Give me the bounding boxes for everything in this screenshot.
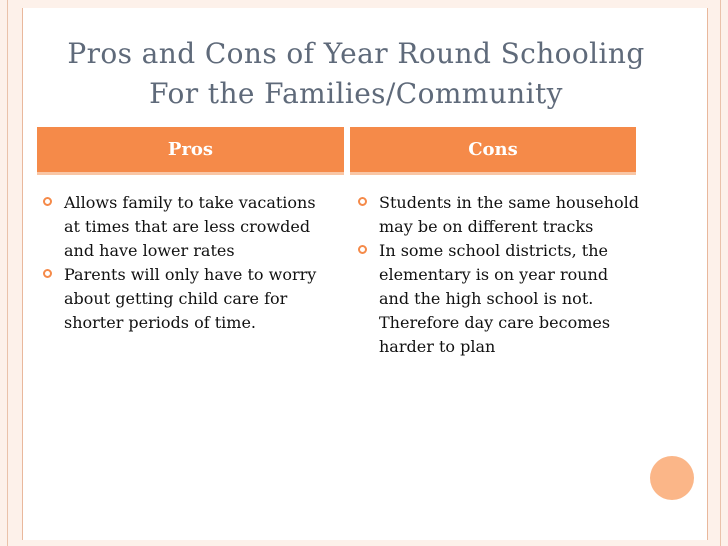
cons-header: [350, 127, 636, 175]
list-item: [37, 191, 327, 263]
decorative-circle: [650, 456, 694, 500]
cons-item-text: Students in the same household may be on different tracks: [379, 193, 639, 236]
bullet-icon: [358, 245, 367, 254]
slide-title: [36, 34, 676, 114]
pros-item-text: Allows family to take vacations at times that are less crowded and have lower rates: [64, 193, 316, 260]
cons-item-text: In some school districts, the elementary is on year round and the high school is not. Therefore day care becomes harder to plan: [379, 241, 611, 356]
bullet-icon: [358, 197, 367, 206]
list-item: [352, 239, 642, 359]
bullet-icon: [43, 269, 52, 278]
pros-list: [37, 191, 327, 335]
pros-header: [37, 127, 344, 175]
cons-list: [352, 191, 642, 359]
pros-item-text: Parents will only have to worry about getting child care for shorter periods of time.: [64, 265, 317, 332]
title-line-1: Pros and Cons of Year Round Schooling: [67, 37, 645, 70]
list-item: [37, 263, 327, 335]
list-item: [352, 191, 642, 239]
right-border-line: [720, 0, 721, 546]
title-line-2: For the Families/Community: [149, 77, 563, 110]
cons-header-label: Cons: [468, 139, 518, 160]
pros-header-label: Pros: [167, 139, 214, 160]
bullet-icon: [43, 197, 52, 206]
left-border-line: [7, 0, 8, 546]
